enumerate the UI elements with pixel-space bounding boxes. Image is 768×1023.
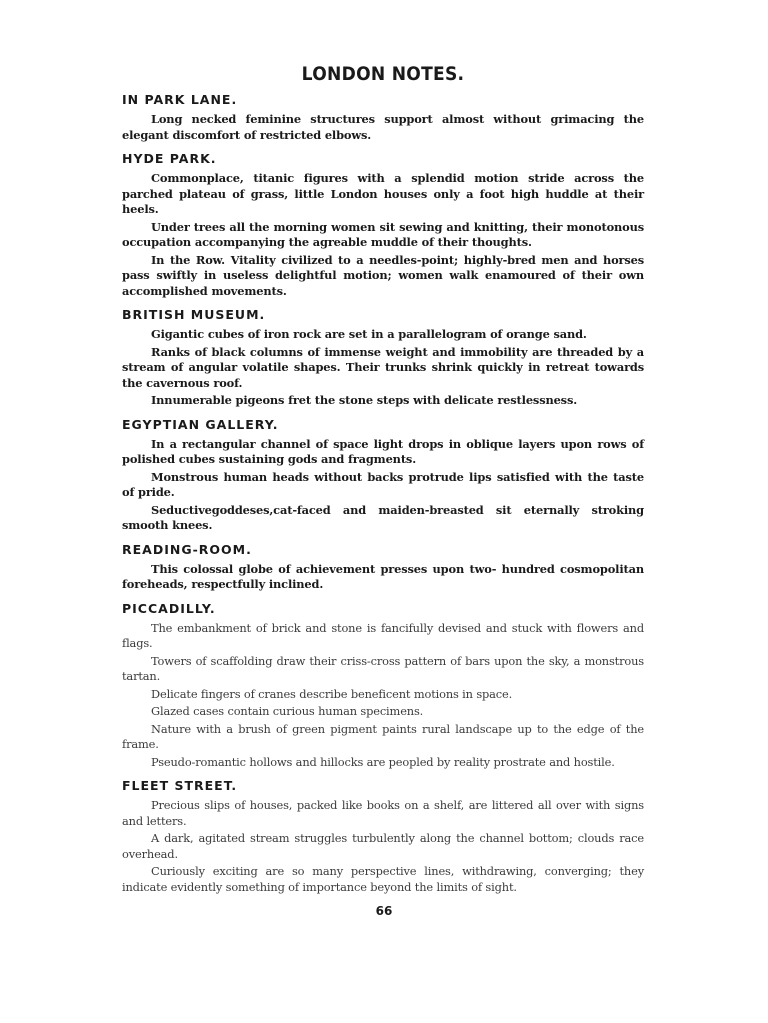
section-heading: PICCADILLY. <box>122 600 216 616</box>
paragraph: Monstrous human heads without backs protrude lips satisfied with the taste of pride. <box>122 469 644 499</box>
paragraph: Towers of scaffolding draw their criss-cross pattern of bars upon the sky, a monstrous tartan. <box>122 653 644 683</box>
section-british-museum <box>122 307 644 409</box>
section-heading: READING-ROOM. <box>122 541 252 557</box>
paragraph: Commonplace, titanic figures with a splendid motion stride across the parched plateau of grass, little London houses only a foot high huddle at their heels. <box>122 171 644 216</box>
section-in-park-lane <box>122 92 644 143</box>
paragraph: This colossal globe of achievement presses upon two- hundred cosmopolitan foreheads, respectfully inclined. <box>122 561 644 591</box>
section-hyde-park <box>122 151 644 299</box>
section-fleet-street <box>122 778 644 895</box>
paragraph: A dark, agitated stream struggles turbulently along the channel bottom; clouds race overhead. <box>122 831 644 861</box>
section-heading: HYDE PARK. <box>122 151 217 166</box>
paragraph: Precious slips of houses, packed like books on a shelf, are littered all over with signs and letters. <box>122 798 644 828</box>
paragraph: The embankment of brick and stone is fancifully devised and stuck with flowers and flags. <box>122 620 644 650</box>
section-heading: IN PARK LANE. <box>122 92 238 107</box>
paragraph: Curiously exciting are so many perspective lines, withdrawing, converging; they indicate evidently something of importance beyond the limits of sight. <box>122 864 644 894</box>
section-heading: BRITISH MUSEUM. <box>122 307 266 322</box>
page-title: LONDON NOTES. <box>301 63 465 85</box>
paragraph: In the Row. Vitality civilized to a needles-point; highly-bred men and horses pass swiftly in useless delightful motion; women walk enamoured of their own accomplished movements. <box>122 252 644 298</box>
paragraph: Ranks of black columns of immense weight and immobility are threaded by a stream of angular volatile shapes. Their trunks shrink quickly in retreat towards the cavernous roof. <box>122 344 644 390</box>
paragraph: Long necked feminine structures support almost without grimacing the elegant discomfort of restricted elbows. <box>122 112 644 142</box>
section-reading-room <box>122 542 644 593</box>
section-heading: FLEET STREET. <box>122 778 238 793</box>
paragraph: Innumerable pigeons fret the stone steps with delicate restlessness. <box>151 393 578 407</box>
paragraph: Delicate fingers of cranes describe beneficent motions in space. <box>151 686 513 701</box>
paragraph: Pseudo-romantic hollows and hillocks are peopled by reality prostrate and hostile. <box>151 754 615 769</box>
paragraph: Seductivegoddeses,cat-faced and maiden-breasted sit eternally stroking smooth knees. <box>122 502 644 532</box>
page-number: 66 <box>375 904 393 918</box>
section-piccadilly <box>122 601 644 771</box>
section-heading: EGYPTIAN GALLERY. <box>122 416 279 432</box>
page-content <box>122 62 644 897</box>
paragraph: Gigantic cubes of iron rock are set in a parallelogram of orange sand. <box>151 327 587 341</box>
paragraph: Glazed cases contain curious human specimens. <box>151 704 424 718</box>
paragraph: Under trees all the morning women sit sewing and knitting, their monotonous occupation accompanying the agreable muddle of their thoughts. <box>122 219 644 249</box>
section-egyptian-gallery <box>122 417 644 534</box>
paragraph: Nature with a brush of green pigment paints rural landscape up to the edge of the frame. <box>122 721 644 751</box>
paragraph: In a rectangular channel of space light drops in oblique layers upon rows of polished cubes sustaining gods and fragments. <box>122 436 644 466</box>
